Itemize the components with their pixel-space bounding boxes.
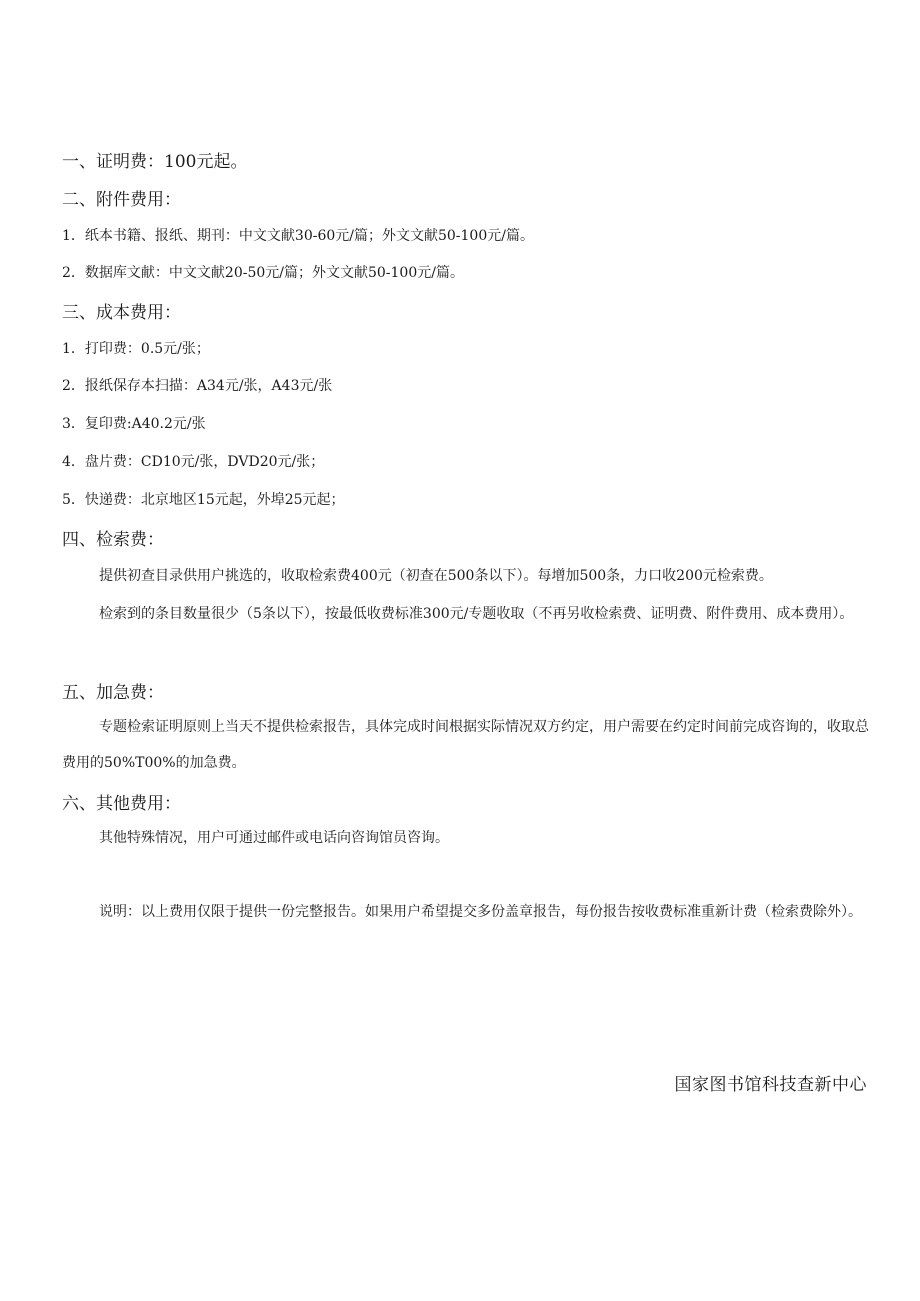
other-fees-paragraph: 其他特殊情况，用户可通过邮件或电话向咨询馆员咨询。 xyxy=(99,830,449,846)
cost-fee-item-2: 2．报纸保存本扫描：A34元/张，A43元/张 xyxy=(62,378,333,394)
cost-fee-item-3: 3．复印费:A40.2元/张 xyxy=(62,416,206,432)
section-search-fee-heading: 四、检索费： xyxy=(62,530,164,550)
attachment-fee-item-2: 2．数据库文献：中文文献20-50元/篇；外文文献50-100元/篇。 xyxy=(62,265,464,281)
section-other-fees-heading: 六、其他费用： xyxy=(62,794,181,814)
section-rush-fee-heading: 五、加急费： xyxy=(62,683,164,703)
rush-fee-paragraph: 专题检索证明原则上当天不提供检索报告，具体完成时间根据实际情况双方约定，用户需要在约定时间前完成咨询的，收取总费用的50%T00%的加急费。 xyxy=(62,719,869,771)
cost-fee-item-5: 5．快递费：北京地区15元起，外埠25元起； xyxy=(62,492,345,508)
signature: 国家图书馆科技查新中心 xyxy=(674,1075,867,1095)
cost-fee-item-1: 1．打印费：0.5元/张； xyxy=(62,341,210,357)
note-paragraph: 说明：以上费用仅限于提供一份完整报告。如果用户希望提交多份盖章报告，每份报告按收费标准重新计费（检索费除外）。 xyxy=(99,904,862,920)
section-certificate-fee: 一、证明费：100元起。 xyxy=(62,152,248,172)
attachment-fee-item-1: 1．纸本书籍、报纸、期刊：中文文献30-60元/篇；外文文献50-100元/篇。 xyxy=(62,228,534,244)
cost-fee-item-4: 4．盘片费：CD10元/张，DVD20元/张； xyxy=(62,454,325,470)
section-attachment-fees-heading: 二、附件费用： xyxy=(62,190,181,210)
search-fee-paragraph-1: 提供初查目录供用户挑选的，收取检索费400元（初查在500条以下）。每增加500条，力口收200元检索费。 xyxy=(99,568,773,584)
section-cost-fees-heading: 三、成本费用： xyxy=(62,303,181,323)
search-fee-paragraph-2: 检索到的条目数量很少（5条以下），按最低收费标准300元/专题收取（不再另收检索费、证明费、附件费用、成本费用）。 xyxy=(99,606,854,622)
